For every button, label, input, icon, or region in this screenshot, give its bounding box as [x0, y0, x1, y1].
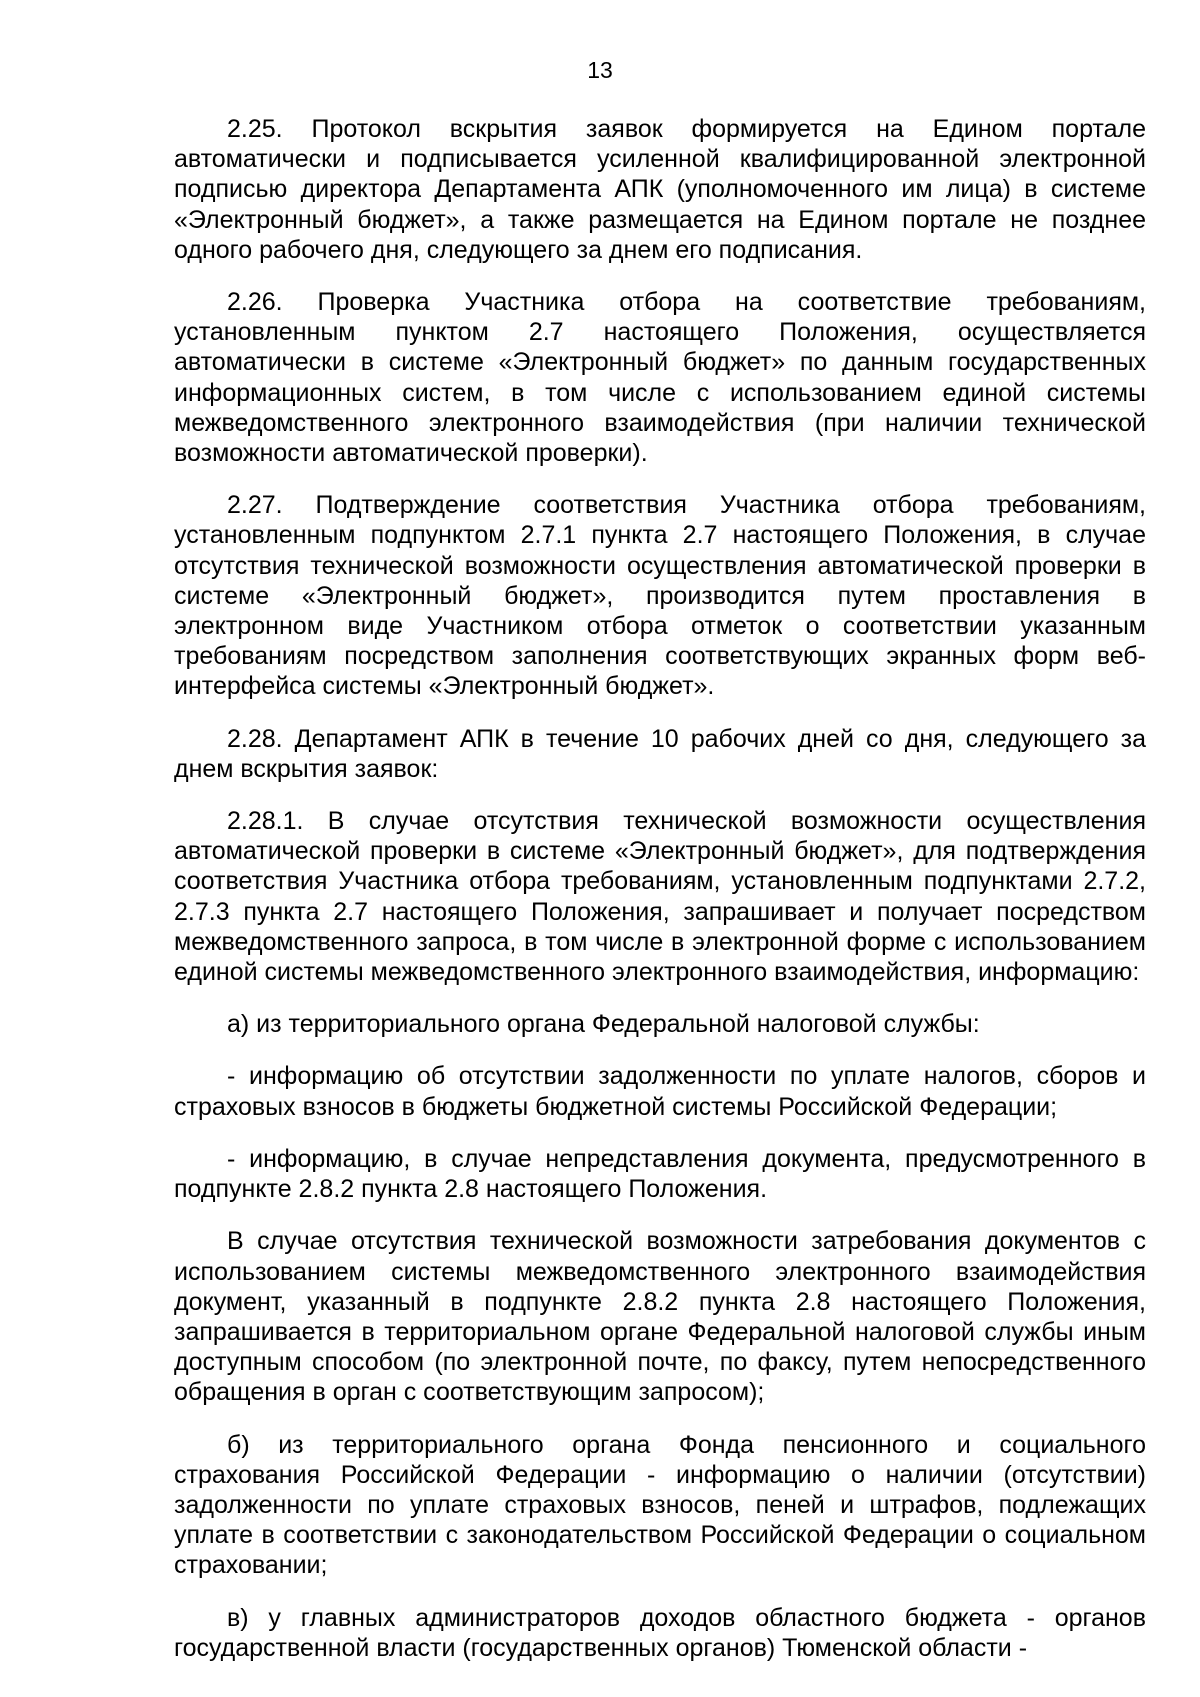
- paragraph-dash-tax-debt: - информацию об отсутствии задолженности по уплате налогов, сборов и страховых взносов в бюджеты бюджетной системы Российской Федерации;: [174, 1062, 1146, 1121]
- paragraph-2-27: 2.27. Подтверждение соответствия Участника отбора требованиям, установленным подпунктом 2.7.1 пункта 2.7 настоящего Положения, в случае отсутствия технической возможности осуществления автоматической проверки в системе «Электронный бюджет», производится путем проставления в электронном виде Участником отбора отметок о соответствии указанным требованиям посредством заполнения соответствующих экранных форм веб-интерфейса системы «Электронный бюджет».: [174, 491, 1146, 701]
- paragraph-2-28: 2.28. Департамент АПК в течение 10 рабочих дней со дня, следующего за днем вскрытия заявок:: [174, 724, 1146, 783]
- paragraph-item-v: в) у главных администраторов доходов областного бюджета - органов государственной власти (государственных органов) Тюменской области -: [174, 1603, 1146, 1662]
- page-number: 13: [587, 57, 613, 83]
- paragraph-dash-nonsubmission: - информацию, в случае непредставления документа, предусмотренного в подпункте 2.8.2 пункта 2.8 настоящего Положения.: [174, 1144, 1146, 1204]
- paragraph-2-25: 2.25. Протокол вскрытия заявок формируется на Едином портале автоматически и подписывается усиленной квалифицированной электронной подписью директора Департамента АПК (уполномоченного им лица) в системе «Электронный бюджет», а также размещается на Едином портале не позднее одного рабочего дня, следующего за днем его подписания.: [174, 115, 1146, 264]
- document-body: [174, 114, 1146, 1663]
- paragraph-2-26: 2.26. Проверка Участника отбора на соответствие требованиям, установленным пунктом 2.7 настоящего Положения, осуществляется автоматически в системе «Электронный бюджет» по данным государственных информационных систем, в том числе с использованием единой системы межведомственного электронного взаимодействия (при наличии технической возможности автоматической проверки).: [174, 288, 1146, 468]
- paragraph-item-a: а) из территориального органа Федеральной налоговой службы:: [227, 1010, 980, 1039]
- paragraph-item-b: б) из территориального органа Фонда пенсионного и социального страхования Российской Федерации - информацию о наличии (отсутствии) задолженности по уплате страховых взносов, пеней и штрафов, подлежащих уплате в соответствии с законодательством Российской Федерации о социальном страховании;: [174, 1430, 1146, 1580]
- paragraph-2-28-1: 2.28.1. В случае отсутствия технической возможности осуществления автоматической проверки в системе «Электронный бюджет», для подтверждения соответствия Участника отбора требованиям, установленным подпунктами 2.7.2, 2.7.3 пункта 2.7 настоящего Положения, запрашивает и получает посредством межведомственного запроса, в том числе в электронной форме с использованием единой системы межведомственного электронного взаимодействия, информацию:: [174, 807, 1146, 987]
- paragraph-no-technical-possibility: В случае отсутствия технической возможности затребования документов с использованием системы межведомственного электронного взаимодействия документ, указанный в подпункте 2.8.2 пункта 2.8 настоящего Положения, запрашивается в территориальном органе Федеральной налоговой службы иным доступным способом (по электронной почте, по факсу, путем непосредственного обращения в орган с соответствующим запросом);: [174, 1227, 1146, 1407]
